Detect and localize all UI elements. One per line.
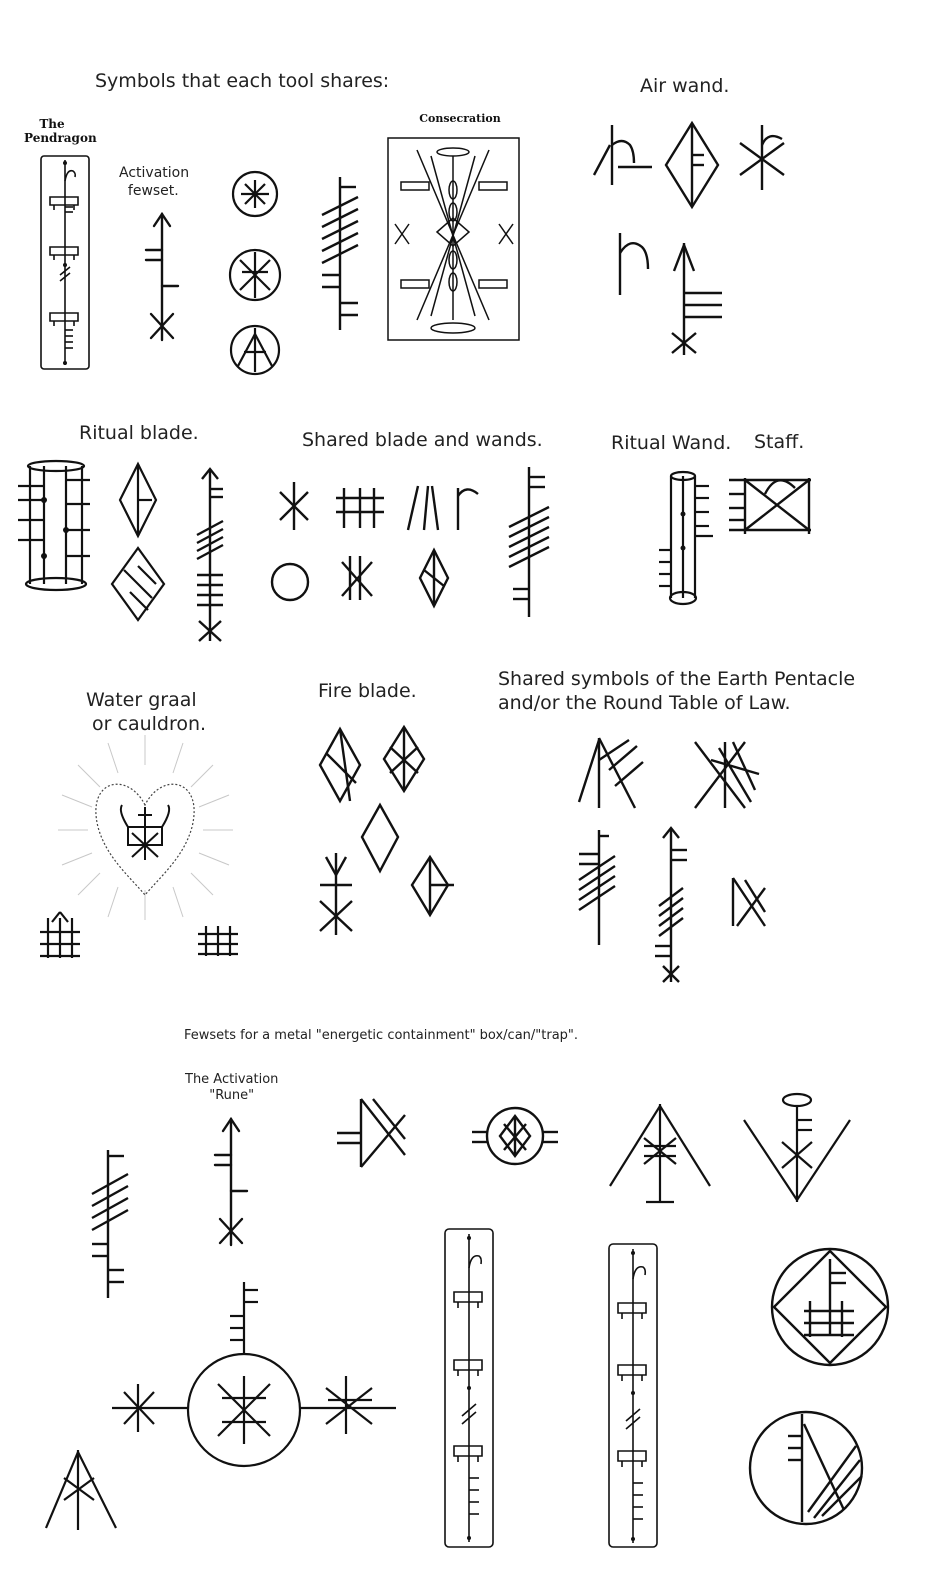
water-graal-base-fewsets (38, 910, 243, 960)
box-pendragon-panel-left (444, 1228, 494, 1548)
water-graal-glyph (58, 735, 233, 920)
shared-blade-stave (505, 465, 555, 620)
containment-box-heading: Fewsets for a metal "energetic containment" box/can/"trap". (184, 1028, 579, 1043)
staff-label: Staff. (754, 431, 805, 453)
box-fewset-circle (470, 1102, 560, 1172)
shared-symbols-heading: Symbols that each tool shares: (95, 70, 390, 92)
box-fewset-tent-right (742, 1090, 852, 1205)
box-fewset-tent-left (608, 1102, 713, 1212)
ritual-blade-cylinder (18, 460, 93, 592)
ritual-wand-label: Ritual Wand. (611, 432, 732, 454)
earth-pentacle-glyphs (575, 730, 790, 985)
ritual-blade-stave (193, 465, 228, 645)
fire-blade-label: Fire blade. (318, 680, 417, 702)
ritual-blade-label: Ritual blade. (79, 422, 199, 444)
staff-glyph (725, 470, 817, 540)
activation-fewset-label: Activation fewset. (119, 165, 190, 199)
earth-pentacle-label: Shared symbols of the Earth Pentacle and/or the Round Table of Law. (498, 668, 856, 714)
box-circle-diamond (770, 1245, 890, 1370)
ladder-fewset-glyph (318, 175, 363, 335)
water-graal-label: Water graal or cauldron. (86, 689, 207, 735)
ritual-wand-cylinder (657, 470, 717, 610)
consecration-card-glyph (387, 130, 520, 342)
consecration-label: Consecration (419, 112, 501, 125)
pendragon-label: The Pendragon (24, 117, 97, 145)
fire-blade-glyphs (312, 725, 457, 940)
ritual-blade-diamonds (108, 460, 170, 625)
box-pendragon-panel-right (608, 1243, 658, 1548)
shared-blade-wands-label: Shared blade and wands. (302, 429, 543, 451)
shared-blade-wands-glyphs (268, 470, 483, 610)
box-circle-fewset (748, 1410, 868, 1530)
activation-rune-glyph (211, 1115, 251, 1250)
box-fewset-left (88, 1148, 138, 1300)
air-wand-label: Air wand. (640, 75, 730, 97)
circle-symbols-stack (228, 170, 283, 380)
pendragon-panel-glyph (40, 155, 90, 370)
box-compass-fewset (110, 1280, 400, 1465)
box-fewset-arrowhead (335, 1095, 410, 1170)
activation-fewset-glyph (142, 210, 182, 345)
box-fewset-small-tent (42, 1448, 122, 1533)
activation-rune-label: The Activation "Rune" (185, 1072, 279, 1104)
air-wand-glyphs (592, 115, 792, 360)
